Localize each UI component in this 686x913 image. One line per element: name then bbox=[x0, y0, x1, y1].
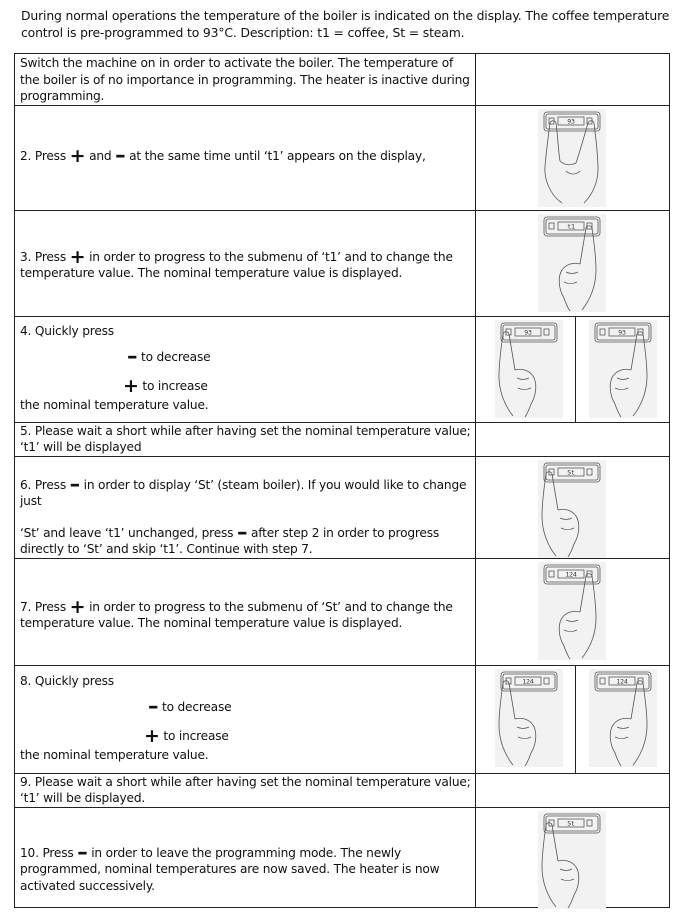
step-1-image-cell bbox=[476, 54, 670, 106]
step-8-increase-line bbox=[20, 724, 475, 747]
step-6-line-2 bbox=[20, 519, 475, 558]
step-row-8 bbox=[15, 665, 670, 773]
step-9-body: 9. Please wait a short while after having set the nominal temperature value; ‘t1’ will be displayed. bbox=[20, 774, 471, 805]
hand-panel-svg bbox=[536, 214, 608, 312]
step-row-6 bbox=[15, 456, 670, 558]
press-plus-illustration bbox=[587, 669, 659, 767]
step-8-tail: the nominal temperature value. bbox=[20, 748, 209, 762]
press-minus-illustration bbox=[536, 460, 608, 558]
step-4-increase: to increase bbox=[142, 378, 208, 393]
step-7-image-cell bbox=[476, 558, 670, 665]
step-2-tail: at the same time until ‘t1’ appears on the display, bbox=[129, 148, 426, 163]
step-5-body: 5. Please wait a short while after having set the nominal temperature value; ‘t1’ will be displayed bbox=[20, 423, 471, 454]
step-row-1 bbox=[15, 54, 670, 106]
display-readout: t1 bbox=[567, 222, 575, 230]
step-3-body bbox=[20, 211, 475, 282]
two-finger-press-illustration bbox=[536, 109, 608, 207]
step-4-increase-line bbox=[20, 374, 475, 397]
display-readout: 93 bbox=[618, 328, 626, 336]
step-8-decrease: to decrease bbox=[162, 700, 232, 714]
step-2-text bbox=[15, 105, 476, 210]
step-10-text bbox=[15, 807, 476, 907]
minus-symbol: – bbox=[69, 471, 80, 496]
press-plus-illustration bbox=[536, 562, 608, 660]
step-2-image-cell bbox=[476, 105, 670, 210]
step-10-tail: in order to leave the programming mode. The newly programmed, nominal temperatures are now saved. The heater is now activated successively. bbox=[20, 845, 440, 893]
step-5-image-cell bbox=[476, 422, 670, 456]
step-10-image-cell bbox=[476, 807, 670, 907]
step-6-second: ‘St’ and leave ‘t1’ unchanged, press bbox=[20, 525, 234, 540]
hand-panel-svg bbox=[536, 811, 608, 909]
step-row-9 bbox=[15, 773, 670, 807]
step-row-3 bbox=[15, 210, 670, 316]
step-row-4 bbox=[15, 316, 670, 422]
step-6-text bbox=[15, 456, 476, 558]
step-2-and: and bbox=[89, 148, 112, 163]
step-4-text bbox=[15, 316, 476, 422]
step-4-title: 4. Quickly press bbox=[20, 323, 114, 338]
step-5-text bbox=[15, 422, 476, 456]
plus-symbol: + bbox=[69, 245, 86, 268]
step-6-tail: after step 2 in order to progress directly to ‘St’ and skip ‘t1’. Continue with step 7. bbox=[20, 525, 440, 556]
display-readout: St bbox=[567, 468, 575, 476]
image-divider bbox=[575, 317, 576, 422]
step-3-image-cell bbox=[476, 210, 670, 316]
step-8-image-cell bbox=[476, 665, 670, 773]
step-3-tail: in order to progress to the submenu of ‘t1’ and to change the temperature value. The nominal temperature value is displayed. bbox=[20, 249, 453, 280]
step-4-decrease-line bbox=[20, 344, 475, 368]
display-readout: 124 bbox=[565, 570, 577, 578]
display-readout: St bbox=[567, 819, 575, 827]
step-7-lead: 7. Press bbox=[20, 599, 66, 614]
intro-paragraph: During normal operations the temperature of the boiler is indicated on the display. The coffee temperature control is pre-programmed to 93°C. Description: t1 = coffee, St = steam. bbox=[21, 8, 670, 40]
hand-panel-svg bbox=[536, 109, 608, 207]
step-10-body bbox=[20, 808, 475, 895]
plus-symbol: + bbox=[69, 595, 86, 618]
step-8-text bbox=[15, 665, 476, 773]
hand-panel-svg bbox=[493, 320, 565, 418]
hand-panel-svg bbox=[587, 320, 659, 418]
step-9-text bbox=[15, 773, 476, 807]
press-minus-illustration bbox=[536, 811, 608, 909]
minus-symbol: – bbox=[127, 344, 138, 368]
press-plus-illustration bbox=[587, 320, 659, 418]
display-readout: 93 bbox=[524, 328, 532, 336]
step-7-text bbox=[15, 558, 476, 665]
step-2-lead: 2. Press bbox=[20, 148, 66, 163]
hand-panel-svg bbox=[536, 562, 608, 660]
display-readout: 124 bbox=[616, 677, 628, 685]
press-minus-illustration bbox=[493, 669, 565, 767]
step-7-body bbox=[20, 559, 475, 632]
step-row-5 bbox=[15, 422, 670, 456]
display-readout: 124 bbox=[522, 677, 534, 685]
step-8-title: 8. Quickly press bbox=[20, 673, 114, 688]
step-6-line-1 bbox=[20, 471, 475, 510]
step-4-body bbox=[20, 317, 475, 414]
display-readout: 93 bbox=[567, 117, 575, 125]
hand-panel-svg bbox=[536, 460, 608, 558]
step-6-image-cell bbox=[476, 456, 670, 558]
step-7-tail: in order to progress to the submenu of ‘St’ and to change the temperature value. The nominal temperature value is displayed. bbox=[20, 599, 453, 630]
image-divider bbox=[575, 666, 576, 773]
step-9-image-cell bbox=[476, 773, 670, 807]
plus-symbol: + bbox=[123, 374, 139, 397]
step-row-7 bbox=[15, 558, 670, 665]
step-6-lead: 6. Press bbox=[20, 477, 66, 492]
programming-steps-table bbox=[14, 53, 670, 908]
press-minus-illustration bbox=[493, 320, 565, 418]
step-1-body: Switch the machine on in order to activate the boiler. The temperature of the boiler is of no importance in programming. The heater is inactive during programming. bbox=[20, 56, 470, 103]
step-3-lead: 3. Press bbox=[20, 249, 66, 264]
step-8-body bbox=[20, 666, 475, 764]
hand-panel-svg bbox=[587, 669, 659, 767]
step-3-text bbox=[15, 210, 476, 316]
hand-panel-svg bbox=[493, 669, 565, 767]
minus-symbol: – bbox=[115, 142, 126, 167]
step-8-increase: to increase bbox=[163, 728, 229, 743]
minus-symbol: – bbox=[148, 694, 159, 718]
minus-symbol: – bbox=[77, 839, 88, 864]
step-6-mid: in order to display ‘St’ (steam boiler). If you would like to change just bbox=[20, 477, 467, 508]
step-1-text bbox=[15, 54, 476, 106]
minus-symbol: – bbox=[236, 519, 248, 544]
step-row-2 bbox=[15, 105, 670, 210]
step-10-lead: 10. Press bbox=[20, 845, 74, 860]
step-8-decrease-line bbox=[20, 694, 475, 718]
step-6-body bbox=[20, 457, 475, 558]
plus-symbol: + bbox=[144, 724, 160, 747]
plus-symbol: + bbox=[69, 144, 86, 167]
step-4-decrease: to decrease bbox=[141, 350, 211, 364]
press-plus-illustration bbox=[536, 214, 608, 312]
step-4-image-cell bbox=[476, 316, 670, 422]
step-4-tail: the nominal temperature value. bbox=[20, 398, 209, 412]
step-row-10 bbox=[15, 807, 670, 907]
step-2-body bbox=[20, 106, 475, 165]
